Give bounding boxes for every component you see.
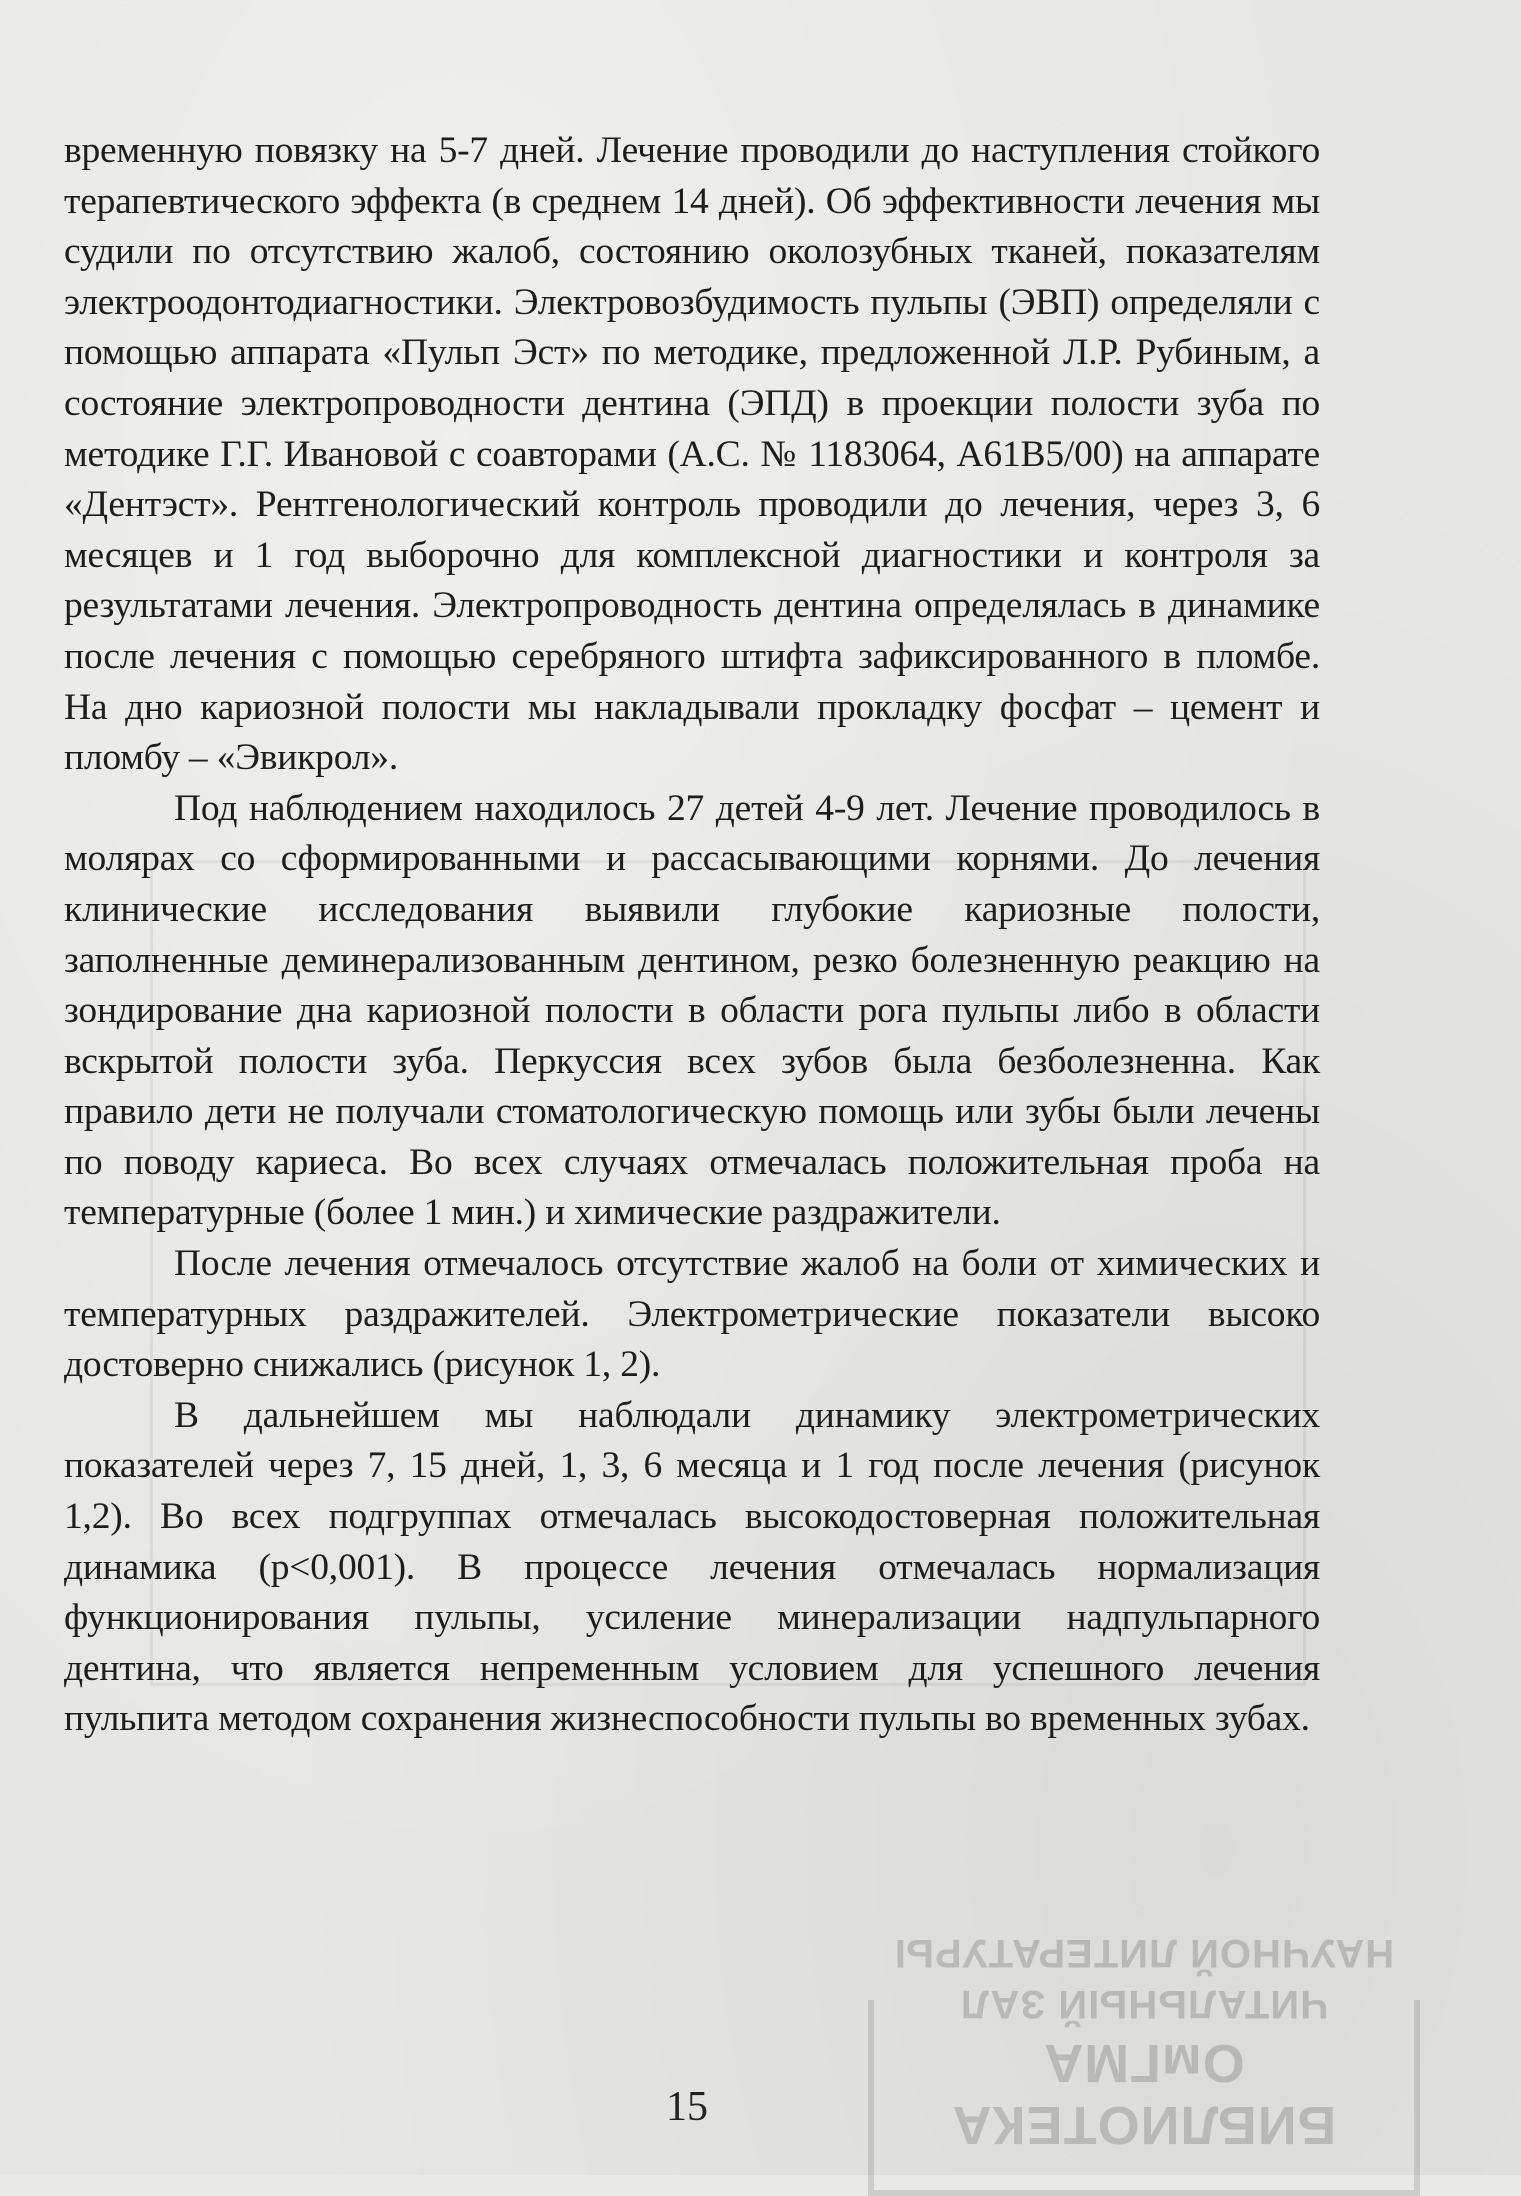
library-stamp [868,1931,1420,2196]
paragraph-3: После лечения отмечалось отсутствие жалоб на боли от химических и температурных раздражителей. Электрометрические показатели высоко достоверно снижались (рисунок 1, 2). [64,1243,1320,1386]
paragraph-4: В дальнейшем мы наблюдали динамику электрометрических показателей через 7, 15 дней, 1, 3, 6 месяца и 1 год после лечения (рисунок 1,2). Во всех подгруппах отмечалась высокодостоверная положительная динамика (р<0,001). В процессе лечения отмечалась нормализация функционирования пульпы, усиление минерализации надпульпарного дентина, что является непременным условием для успешного лечения пульпита методом сохранения жизнеспособности пульпы во временных зубах. [64,1394,1320,1740]
paragraph-1: временную повязку на 5-7 дней. Лечение проводили до наступления стойкого терапевтического эффекта (в среднем 14 дней). Об эффективности лечения мы судили по отсутствию жалоб, состоянию околозубных тканей, показателям электроодонтодиагностики. Электровозбудимость пульпы (ЭВП) определяли с помощью аппарата «Пульп Эст» по методике, предложенной Л.Р. Рубиным, а состояние электропроводности дентина (ЭПД) в проекции полости зуба по методике Г.Г. Ивановой с соавторами (А.С. № 1183064, А61В5/00) на аппарате «Дентэст». Рентгенологический контроль проводили до лечения, через 3, 6 месяцев и 1 год выборочно для комплексной диагностики и контроля за результатами лечения. Электропроводность дентина определялась в динамике после лечения с помощью серебряного штифта зафиксированного в пломбе. На дно кариозной полости мы накладывали прокладку фосфат – цемент и пломбу – «Эвикрол». [64,130,1320,779]
stamp-line-2: НАУЧНОЙ ЛИТЕРАТУРЫ [893,1931,1395,1975]
body-text [64,126,1320,1745]
page-number: 15 [666,2084,708,2130]
stamp-line-1: ЧИТАЛЬНЫЙ ЗАЛ [959,1982,1329,2026]
stamp-title: БИБЛИОТЕКА ОмГМА [951,2033,1337,2155]
paragraph-2: Под наблюдением находилось 27 детей 4-9 лет. Лечение проводилось в молярах со сформированными и рассасывающими корнями. До лечения клинические исследования выявили глубокие кариозные полости, заполненные деминерализованным дентином, резко болезненную реакцию на зондирование дна кариозной полости в области рога пульпы либо в области вскрытой полости зуба. Перкуссия всех зубов была безболезненна. Как правило дети не получали стоматологическую помощь или зубы были лечены по поводу кариеса. Во всех случаях отмечалась положительная проба на температурные (более 1 мин.) и химические раздражители. [64,787,1320,1234]
